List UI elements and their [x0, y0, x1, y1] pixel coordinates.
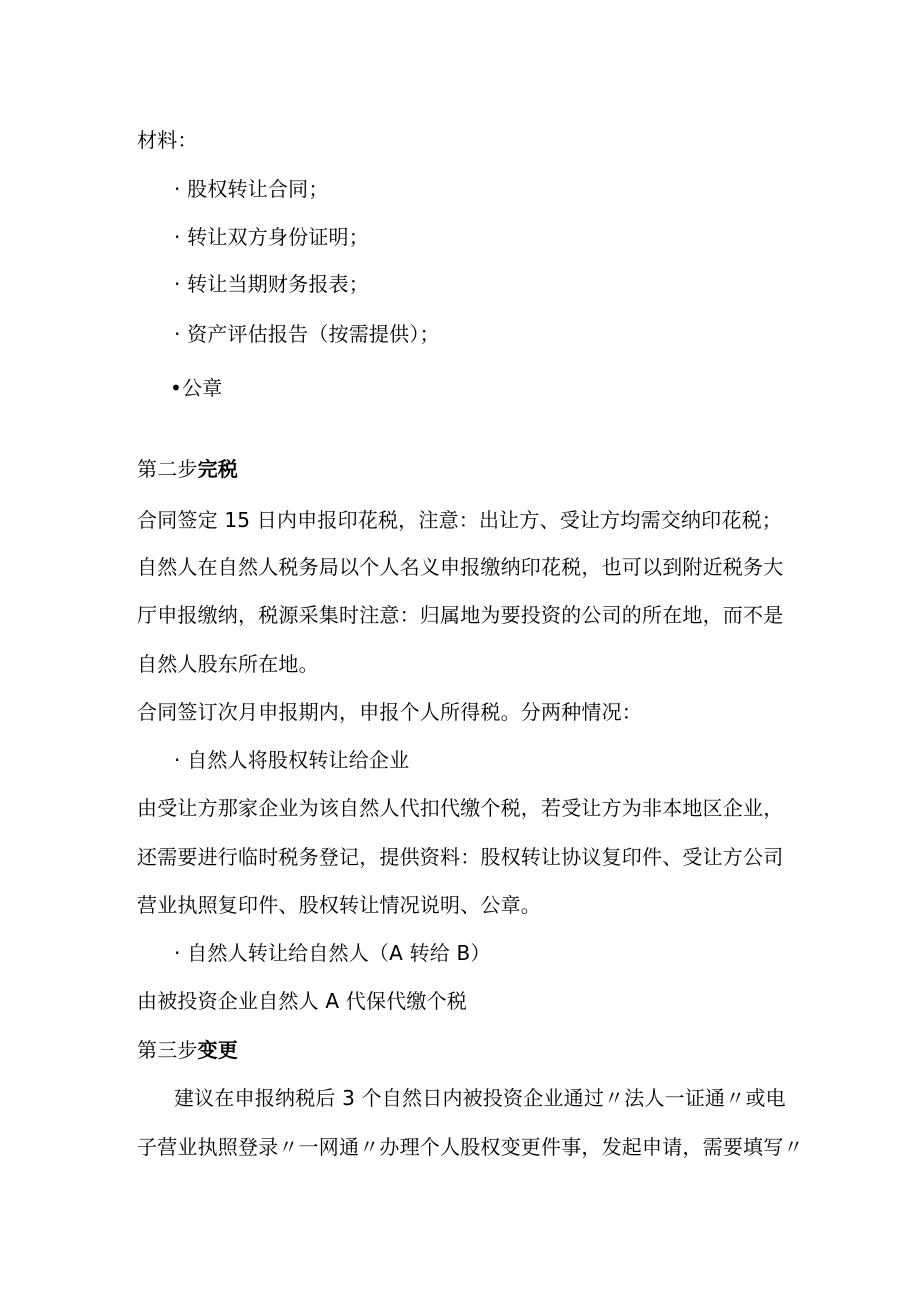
step3-heading — [137, 1036, 238, 1064]
step2-prefix: 第二步 — [137, 457, 198, 481]
materials-item-id-proof: · 转让双方身份证明； — [174, 225, 369, 249]
materials-item-contract: · 股权转让合同； — [174, 177, 329, 201]
materials-item-asset-appraisal: · 资产评估报告（按需提供）； — [174, 322, 440, 346]
step3-paragraph-line-1: 建议在申报纳税后 3 个自然日内被投资企业通过〃法人一证通〃或电 — [174, 1086, 786, 1110]
materials-item-seal: •公章 — [170, 376, 223, 400]
step2-paragraph-2-line-1: 自然人在自然人税务局以个人名义申报缴纳印花税，也可以到附近税务大 — [137, 555, 784, 579]
case-1-line-3: 营业执照复印件、股权转让情况说明、公章。 — [137, 893, 541, 917]
step3-paragraph-line-2: 子营业执照登录〃一网通〃办理个人股权变更件事，发起申请，需要填写〃 — [137, 1135, 804, 1159]
materials-item-financial-report: · 转让当期财务报表； — [174, 272, 369, 296]
step3-prefix: 第三步 — [137, 1038, 198, 1062]
case-1-heading: · 自然人将股权转让给企业 — [174, 748, 410, 772]
step2-paragraph-1: 合同签定 15 日内申报印花税，注意：出让方、受让方均需交纳印花税； — [137, 508, 782, 532]
step3-title: 变更 — [197, 1038, 239, 1062]
step2-title: 完税 — [197, 457, 239, 481]
case-1-line-1: 由受让方那家企业为该自然人代扣代缴个税，若受让方为非本地区企业， — [137, 796, 784, 820]
step2-paragraph-2-line-2: 厅申报缴纳，税源采集时注意：归属地为要投资的公司的所在地，而不是 — [137, 603, 784, 627]
step2-paragraph-3: 合同签订次月申报期内，申报个人所得税。分两种情况： — [137, 700, 642, 724]
case-2-line-1: 由被投资企业自然人 A 代保代缴个税 — [137, 989, 467, 1013]
case-2-heading: · 自然人转让给自然人（A 转给 B） — [174, 941, 491, 965]
step2-paragraph-2-line-3: 自然人股东所在地。 — [137, 652, 319, 676]
case-1-line-2: 还需要进行临时税务登记，提供资料：股权转让协议复印件、受让方公司 — [137, 845, 784, 869]
step2-heading — [137, 455, 238, 483]
materials-heading: 材料： — [137, 128, 198, 152]
